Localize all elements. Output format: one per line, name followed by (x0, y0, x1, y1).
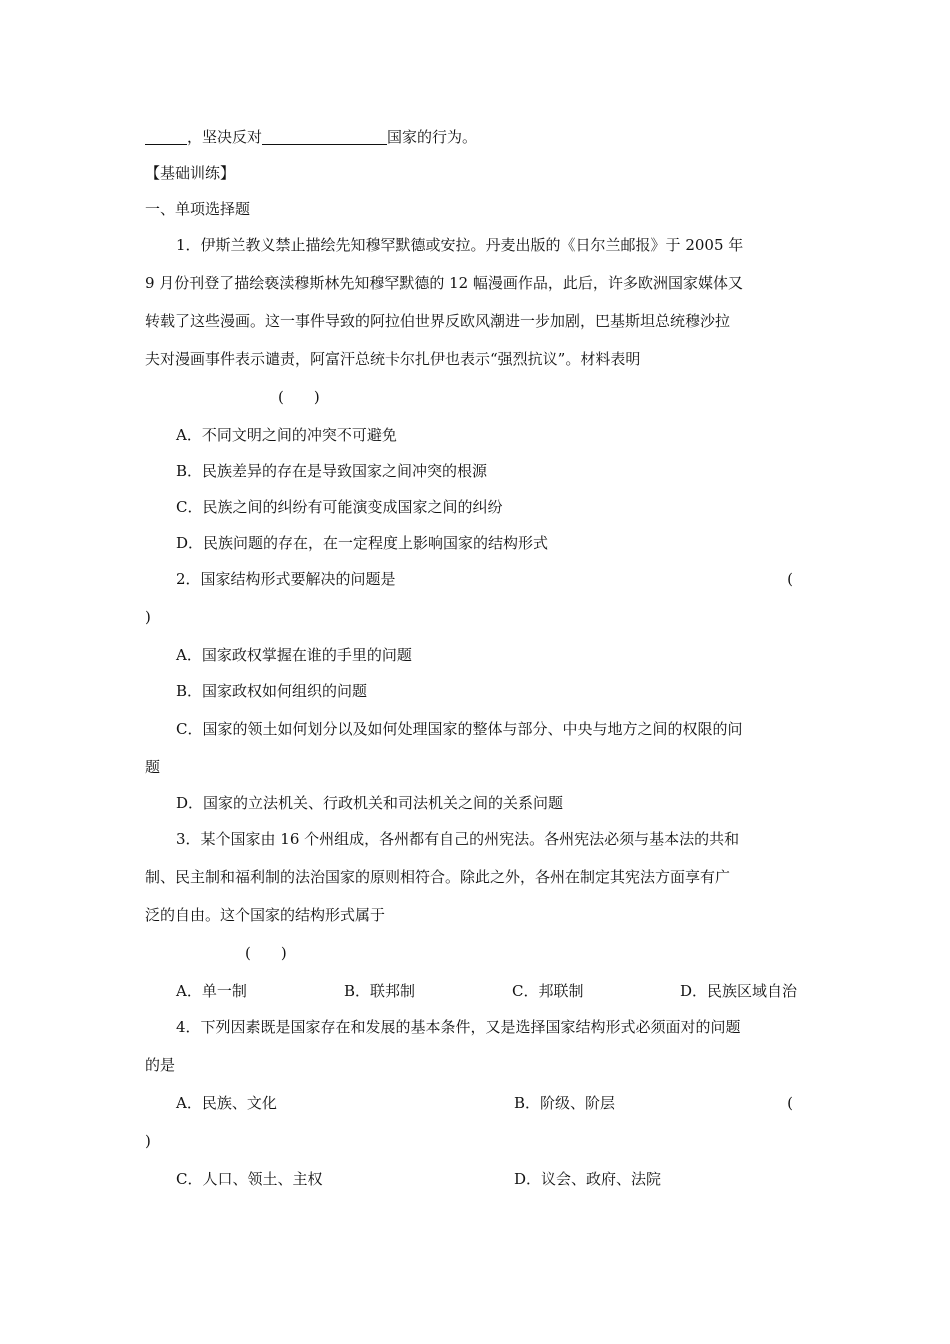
question-text-line: 转载了这些漫画。这一事件导致的阿拉伯世界反欧风潮进一步加剧，巴基斯坦总统穆沙拉 (145, 312, 731, 330)
option-d[interactable]: D．民族问题的存在，在一定程度上影响国家的结构形式 (176, 534, 549, 552)
option-a[interactable]: A．国家政权掌握在谁的手里的问题 (176, 646, 412, 664)
option-c[interactable]: C．人口、领土、主权 (176, 1170, 323, 1188)
option-c-continued: 题 (145, 758, 161, 776)
question-text-line: 的是 (145, 1056, 176, 1074)
intro-tail: 国家的行为。 (387, 128, 478, 146)
option-b[interactable]: B．阶级、阶层 (514, 1094, 616, 1112)
option-b[interactable]: B．民族差异的存在是导致国家之间冲突的根源 (176, 462, 488, 480)
question-text-line: 夫对漫画事件表示谴责，阿富汗总统卡尔扎伊也表示“强烈抗议”。材料表明 (145, 350, 641, 368)
question-text-line (145, 566, 807, 604)
options-row (145, 1090, 807, 1128)
option-b[interactable]: B．联邦制 (344, 982, 416, 1000)
document-body (145, 124, 807, 1202)
answer-parens[interactable]: ( ) (278, 388, 320, 406)
question-text-line: 4．下列因素既是国家存在和发展的基本条件，又是选择国家结构形式必须面对的问题 (176, 1018, 741, 1036)
question-text-line: 9 月份刊登了描绘亵渎穆斯林先知穆罕默德的 12 幅漫画作品，此后，许多欧洲国家媒体又 (145, 274, 743, 292)
answer-paren (145, 940, 807, 978)
fill-in-blank[interactable] (262, 126, 387, 145)
section-heading: 【基础训练】 (145, 164, 236, 182)
option-c[interactable]: C．民族之间的纠纷有可能演变成国家之间的纠纷 (176, 498, 503, 516)
answer-paren-close: ) (145, 608, 151, 626)
question-3 (145, 826, 807, 1014)
option-c[interactable]: C．国家的领土如何划分以及如何处理国家的整体与部分、中央与地方之间的权限的问 (176, 720, 743, 738)
answer-parens[interactable]: ( ) (245, 944, 287, 962)
fill-in-blank[interactable] (145, 126, 187, 145)
answer-paren-open[interactable]: ( (787, 1094, 793, 1112)
answer-paren (145, 384, 807, 422)
question-text-line: 3．某个国家由 16 个州组成，各州都有自己的州宪法。各州宪法必须与基本法的共和 (176, 830, 740, 848)
question-2 (145, 566, 807, 826)
question-stem: 2．国家结构形式要解决的问题是 (176, 570, 396, 588)
option-d[interactable]: D．议会、政府、法院 (514, 1170, 662, 1188)
answer-paren-open[interactable]: ( (787, 570, 793, 588)
question-1 (145, 232, 807, 566)
option-a[interactable]: A．不同文明之间的冲突不可避免 (176, 426, 397, 444)
question-text-line: 制、民主制和福利制的法治国家的原则相符合。除此之外，各州在制定其宪法方面享有广 (145, 868, 731, 886)
question-4 (145, 1014, 807, 1202)
question-text-line: 1．伊斯兰教义禁止描绘先知穆罕默德或安拉。丹麦出版的《日尔兰邮报》于 2005 年 (176, 236, 744, 254)
option-d[interactable]: D．民族区域自治 (680, 982, 798, 1000)
option-a[interactable]: A．民族、文化 (176, 1094, 277, 1112)
intro-sep: ，坚决反对 (187, 128, 263, 146)
intro-line (145, 124, 807, 160)
option-a[interactable]: A．单一制 (176, 982, 247, 1000)
options-row (145, 978, 807, 1014)
option-c[interactable]: C．邦联制 (512, 982, 584, 1000)
question-text-line: 泛的自由。这个国家的结构形式属于 (145, 906, 386, 924)
options-row (145, 1166, 807, 1202)
part-heading: 一、单项选择题 (145, 200, 251, 218)
option-d[interactable]: D．国家的立法机关、行政机关和司法机关之间的关系问题 (176, 794, 564, 812)
answer-paren-close: ) (145, 1132, 151, 1150)
option-b[interactable]: B．国家政权如何组织的问题 (176, 682, 368, 700)
